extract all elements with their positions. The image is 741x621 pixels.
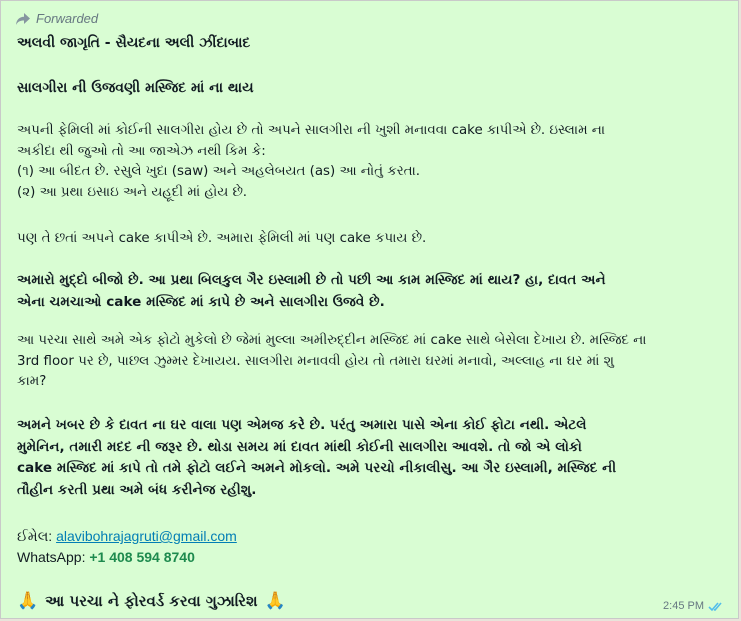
- message-time: 2:45 PM: [663, 600, 704, 612]
- double-check-icon: [708, 601, 726, 612]
- text-line: અપની ફેમિલી માં કોઈની સાલગીરા હોય છે તો અપને સાલગીરા ની ખુશી મનાવવા cake કાપીએ છે. ઇસ્લામ ના: [17, 123, 606, 138]
- praying-hands-icon: 🙏: [17, 591, 39, 611]
- text-line: મુમેનિન, તમારી મદદ ની જરૂર છે. થોડા સમય માં દાવત માંથી કોઈની સાલગીરા આવશે. તો જો એ લોકો: [17, 438, 582, 455]
- forwarded-label: Forwarded: [36, 11, 99, 26]
- text-line: cake મસ્જિદ માં કાપે તો તમે ફોટો લઈને અમને મોકલો. અમે પરચો નીકાલીસુ. આ ગૈર ઇસ્લામી, મસ્જિદ ની: [17, 460, 617, 476]
- forwarded-indicator: [15, 11, 98, 26]
- paragraph-4: [17, 331, 724, 393]
- praying-hands-icon: 🙏: [264, 591, 286, 611]
- whatsapp-label: WhatsApp:: [17, 549, 86, 565]
- paragraph-1: [17, 121, 724, 203]
- email-label: ઈમેલ:: [17, 528, 53, 544]
- email-row: [17, 528, 237, 545]
- text-line: (૨) આ પ્રથા ઇસાઇ અને યહૂદી માં હોય છે.: [17, 184, 248, 200]
- text-line: કામ?: [17, 374, 47, 389]
- text-line: આ પરચા સાથે અમે એક ફોટો મુકેલો છે જેમાં મુલ્લા અમીરુદ્દીન મસ્જિદ માં cake સાથે બેસેલા દેખાય છે. મસ્જિદ ના: [17, 333, 647, 348]
- text-line: અમને ખબર છે કે દાવત ના ઘર વાલા પણ એમજ કરે છે. પરંતુ અમારા પાસે એના કોઈ ફોટા નથી. એટલે: [17, 417, 587, 433]
- text-line: (૧) આ બીદત છે. રસુલે ખુદા (saw) અને અહલેબયત (as) આ નોતું કરતા.: [17, 164, 421, 179]
- whatsapp-row: [17, 549, 195, 565]
- forward-icon: [15, 12, 31, 26]
- text-line: અમારો મુદ્દો બીજો છે. આ પ્રથા બિલકુલ ગૈર ઇસ્લામી છે તો પછી આ કામ મસ્જિદ માં થાય? હા, દાવત અને: [17, 272, 606, 288]
- message-subheading: સાલગીરા ની ઉજવણી મસ્જિદ માં ના થાય: [17, 80, 254, 96]
- text-line: એના ચમચાઓ cake મસ્જિદ માં કાપે છે અને સાલગીરા ઉજવે છે.: [17, 294, 385, 310]
- message-meta: [663, 600, 726, 612]
- paragraph-3: [17, 269, 724, 313]
- text-line: 3rd floor પર છે, પાછલ ઝુમ્મર દેખાયય. સાલગીરા મનાવવી હોય તો તમારા ઘરમાં મનાવો, અલ્લાહ ના ઘર માં શુ: [17, 353, 614, 369]
- text-line: અકીદા થી જુઓ તો આ જાએઝ નથી કિમ કે:: [17, 143, 266, 159]
- text-line: તૌહીન કરતી પ્રથા અમે બંધ કરીનેજ રહીશુ.: [17, 481, 257, 498]
- footer-line: [17, 591, 286, 611]
- email-link[interactable]: alavibohrajagruti@gmail.com: [56, 528, 237, 544]
- message-heading: અલવી જાગૃતિ - સૈયદના અલી ઝીંદાબાદ: [17, 35, 251, 51]
- paragraph-5: [17, 415, 724, 501]
- whatsapp-phone-link[interactable]: +1 408 594 8740: [89, 549, 195, 565]
- paragraph-2: પણ તે છતાં અપને cake કાપીએ છે. અમારા ફેમિલી માં પણ cake કપાય છે.: [17, 231, 427, 246]
- footer-text: આ પરચા ને ફોરવર્ડ કરવા ગુઝારિશ: [45, 592, 258, 610]
